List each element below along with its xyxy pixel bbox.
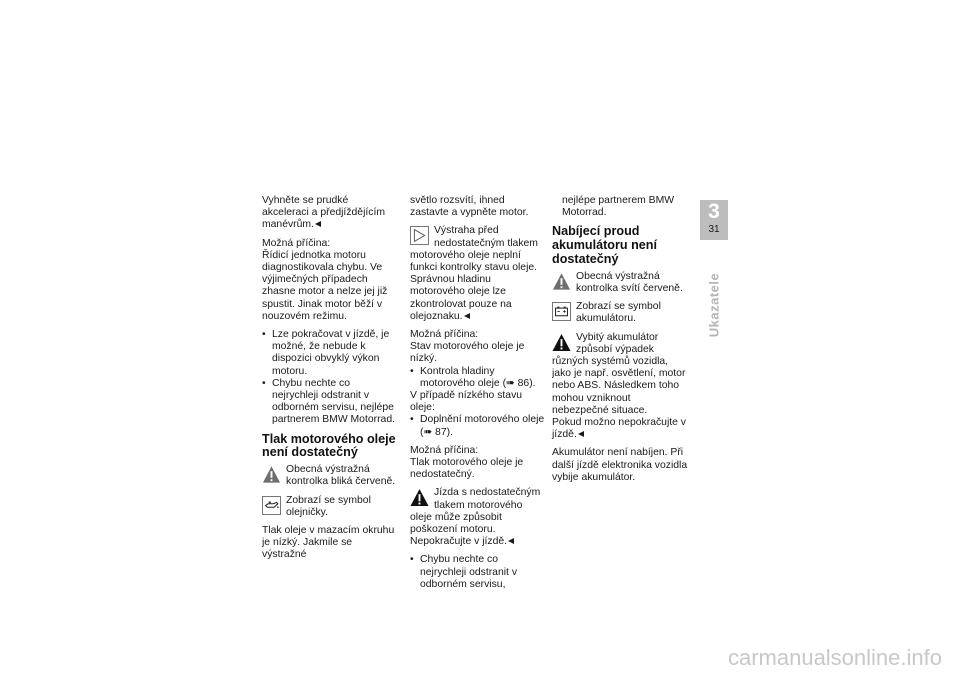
warning-sign-icon [410, 488, 429, 507]
warning-sign-icon [552, 333, 571, 352]
oil-can-icon [262, 496, 281, 515]
end-marker [578, 431, 584, 437]
section-heading-charging-current: Nabíjecí proud akumulátoru není dostatečný [552, 224, 657, 266]
note-triangle-icon [410, 226, 429, 245]
list-item: • Lze pokračovat v jízdě, je možné, že nebude k dispozici obvyklý výkon motoru. [262, 329, 396, 378]
chapter-tab [700, 200, 728, 240]
end-marker [508, 538, 514, 544]
case-line: V případě nízkého stavu oleje: [410, 390, 523, 414]
chapter-label: Ukazatele [706, 272, 722, 338]
indicator-text: Zobrazí se symbol akumulátoru. [576, 301, 661, 325]
note-block [410, 225, 546, 323]
end-marker [464, 313, 470, 319]
paragraph-acceleration: Vyhněte se prudké akceleraci a předjíždějícím manévrům. [262, 195, 386, 231]
cause-heading: Možná příčina: [410, 329, 479, 341]
warning-triangle-icon [262, 465, 281, 484]
cause-heading: Možná příčina: [410, 444, 479, 456]
paragraph-do-not-continue: Pokud možno nepokračujte v jízdě. [552, 417, 687, 441]
column-2 [410, 195, 546, 597]
paragraph-oil-pressure: Tlak oleje v mazacím okruhu je nízký. Jakmile se výstražné [262, 525, 395, 561]
indicator-warning-light [552, 271, 688, 295]
paragraph-stop-engine: světlo rozsvítí, ihned zastavte a vypněte motor. [410, 195, 529, 219]
indicator-text: Obecná výstražná kontrolka svítí červeně. [576, 270, 683, 294]
list-item: • Doplnění motorového oleje (➠ 87). [410, 414, 546, 438]
indicator-oil-can [262, 495, 396, 519]
paragraph-continued: nejlépe partnerem BMW Motorrad. [562, 195, 675, 219]
watermark: carmanualsonline.info [727, 645, 942, 670]
cause-heading: Možná příčina: [262, 237, 331, 249]
cause-text: Řídicí jednotka motoru diagnostikovala chybu. Ve výjimečných případech zhasne motor a nelze jej již spustit. Jinak motor běží v nouzovém režimu. [262, 249, 388, 322]
indicator-battery [552, 301, 688, 325]
cause-block [262, 238, 396, 323]
cause-block [410, 445, 546, 482]
page-number: 31 [708, 224, 720, 235]
column-3 [552, 195, 688, 490]
cause-text: Tlak motorového oleje je nedostatečný. [410, 457, 524, 481]
column-1 [262, 195, 396, 568]
note-text: Výstraha před nedostatečným tlakem motorového oleje neplní funkci kontrolky stavu oleje. Správnou hladinu motorového oleje lze zkontrolovat pouze na olejoznaku. [410, 225, 538, 322]
warning-triangle-icon [552, 272, 571, 291]
battery-icon [552, 302, 571, 321]
warning-text: Jízda s nedostatečným tlakem motorového oleje může způsobit poškození motoru. Nepokračujte v jízdě. [410, 487, 541, 548]
list-item: • Kontrola hladiny motorového oleje (➠ 86). [410, 366, 546, 390]
end-marker [315, 221, 321, 227]
warning-text: Vybitý akumulátor způsobí výpadek různých systémů vozidla, jako je např. osvětlení, motor nebo ABS. Následkem toho mohou vzniknout nebezpečné situace. [552, 331, 686, 416]
warning-block [410, 487, 546, 548]
section-heading-oil-pressure: Tlak motorového oleje není dostatečný [262, 431, 396, 460]
warning-block [552, 332, 688, 417]
paragraph-battery-not-charged: Akumulátor není nabíjen. Při další jízdě elektronika vozidla vybije akumulátor. [552, 447, 688, 483]
list-item: • Chybu nechte co nejrychleji odstranit v odborném servisu, nejlépe partnerem BMW Motorrad. [262, 378, 396, 427]
list-item: • Chybu nechte co nejrychleji odstranit v odborném servisu, [410, 554, 546, 591]
chapter-number: 3 [708, 200, 720, 223]
indicator-warning-light [262, 464, 396, 488]
indicator-text: Zobrazí se symbol olejničky. [286, 494, 371, 518]
indicator-text: Obecná výstražná kontrolka bliká červeně. [286, 464, 396, 488]
cause-text: Stav motorového oleje je nízký. [410, 341, 525, 365]
